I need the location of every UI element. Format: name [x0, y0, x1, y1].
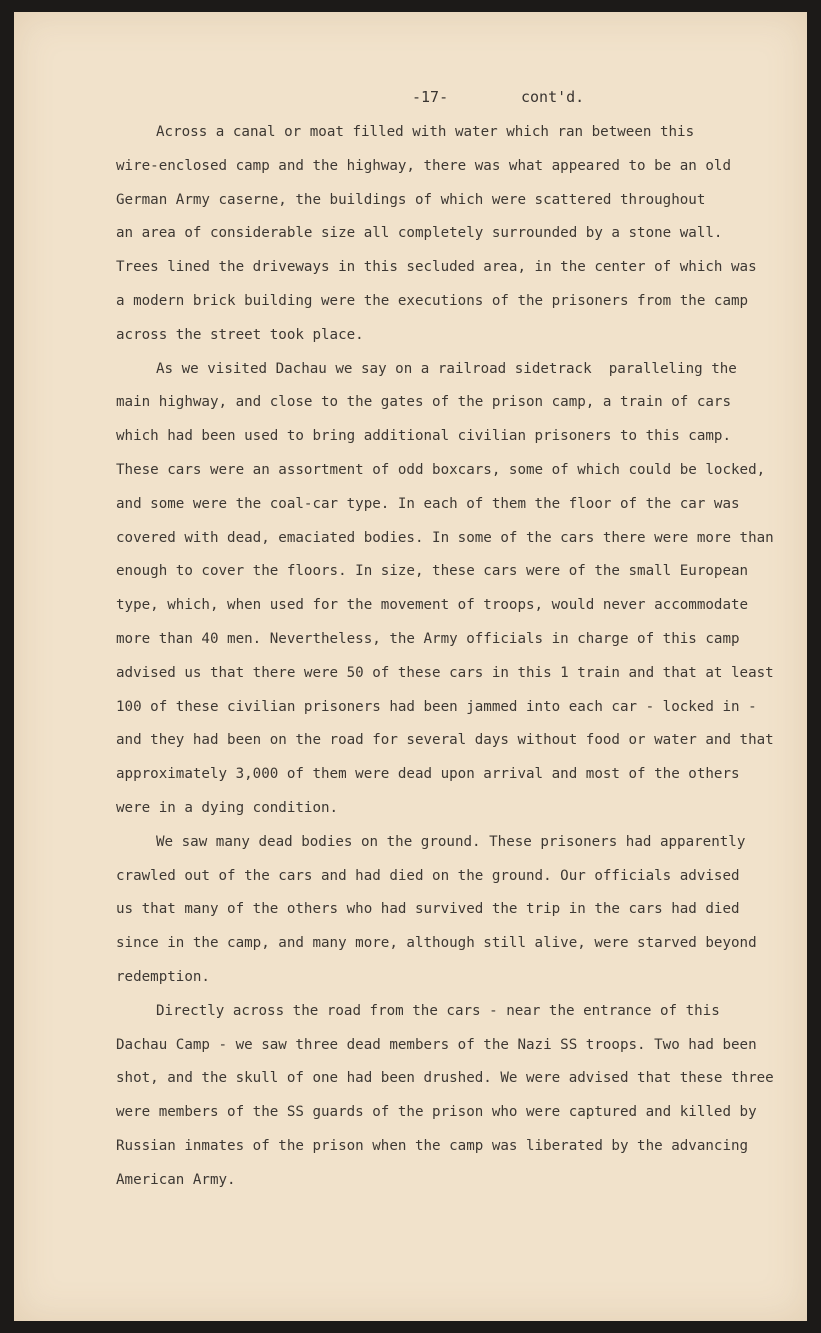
text-line: since in the camp, and many more, although still alive, were starved beyond: [116, 935, 757, 952]
text-line: main highway, and close to the gates of the prison camp, a train of cars: [116, 394, 731, 411]
text-line: approximately 3,000 of them were dead upon arrival and most of the others: [116, 766, 740, 783]
text-line: across the street took place.: [116, 326, 364, 343]
text-line: As we visited Dachau we say on a railroad sidetrack paralleling the: [156, 360, 737, 377]
text-line: These cars were an assortment of odd boxcars, some of which could be locked,: [116, 461, 766, 478]
text-line: shot, and the skull of one had been drushed. We were advised that these three: [116, 1070, 774, 1087]
text-line: 100 of these civilian prisoners had been jammed into each car - locked in -: [116, 698, 757, 715]
text-line: We saw many dead bodies on the ground. These prisoners had apparently: [156, 833, 746, 850]
text-line: and some were the coal-car type. In each of them the floor of the car was: [116, 495, 740, 512]
page-number: -17-: [412, 88, 449, 106]
text-line: redemption.: [116, 968, 210, 985]
text-line: and they had been on the road for several days without food or water and that: [116, 732, 774, 749]
page-header: [14, 88, 807, 112]
paragraph: [116, 116, 766, 353]
text-line: type, which, when used for the movement of troops, would never accommodate: [116, 597, 749, 614]
text-line: advised us that there were 50 of these cars in this 1 train and that at least: [116, 664, 774, 681]
text-line: Across a canal or moat filled with water which ran between this: [156, 124, 695, 140]
text-line: a modern brick building were the executions of the prisoners from the camp: [116, 292, 749, 309]
text-line: more than 40 men. Nevertheless, the Army officials in charge of this camp: [116, 630, 740, 647]
paragraph: [116, 826, 766, 995]
text-line: American Army.: [116, 1171, 236, 1188]
paragraph: [116, 353, 774, 826]
text-line: were members of the SS guards of the prison who were captured and killed by: [116, 1104, 757, 1121]
text-line: covered with dead, emaciated bodies. In some of the cars there were more than: [116, 529, 774, 546]
text-line: which had been used to bring additional civilian prisoners to this camp.: [116, 428, 731, 445]
text-line: Directly across the road from the cars - near the entrance of this: [156, 1002, 720, 1019]
text-line: Russian inmates of the prison when the camp was liberated by the advancing: [116, 1137, 749, 1154]
document-body: [116, 116, 774, 1198]
text-line: Trees lined the driveways in this secluded area, in the center of which was: [116, 259, 757, 276]
text-line: an area of considerable size all completely surrounded by a stone wall.: [116, 225, 723, 242]
text-line: Dachau Camp - we saw three dead members of the Nazi SS troops. Two had been: [116, 1036, 757, 1053]
document-page: [14, 12, 807, 1321]
text-line: enough to cover the floors. In size, these cars were of the small European: [116, 563, 749, 580]
text-line: crawled out of the cars and had died on the ground. Our officials advised: [116, 867, 740, 884]
text-line: us that many of the others who had survived the trip in the cars had died: [116, 901, 740, 918]
paragraph: [116, 995, 774, 1198]
continuation-label: cont'd.: [521, 88, 585, 106]
text-line: were in a dying condition.: [116, 799, 339, 816]
text-line: wire-enclosed camp and the highway, there was what appeared to be an old: [116, 157, 731, 174]
text-line: German Army caserne, the buildings of which were scattered throughout: [116, 191, 706, 208]
